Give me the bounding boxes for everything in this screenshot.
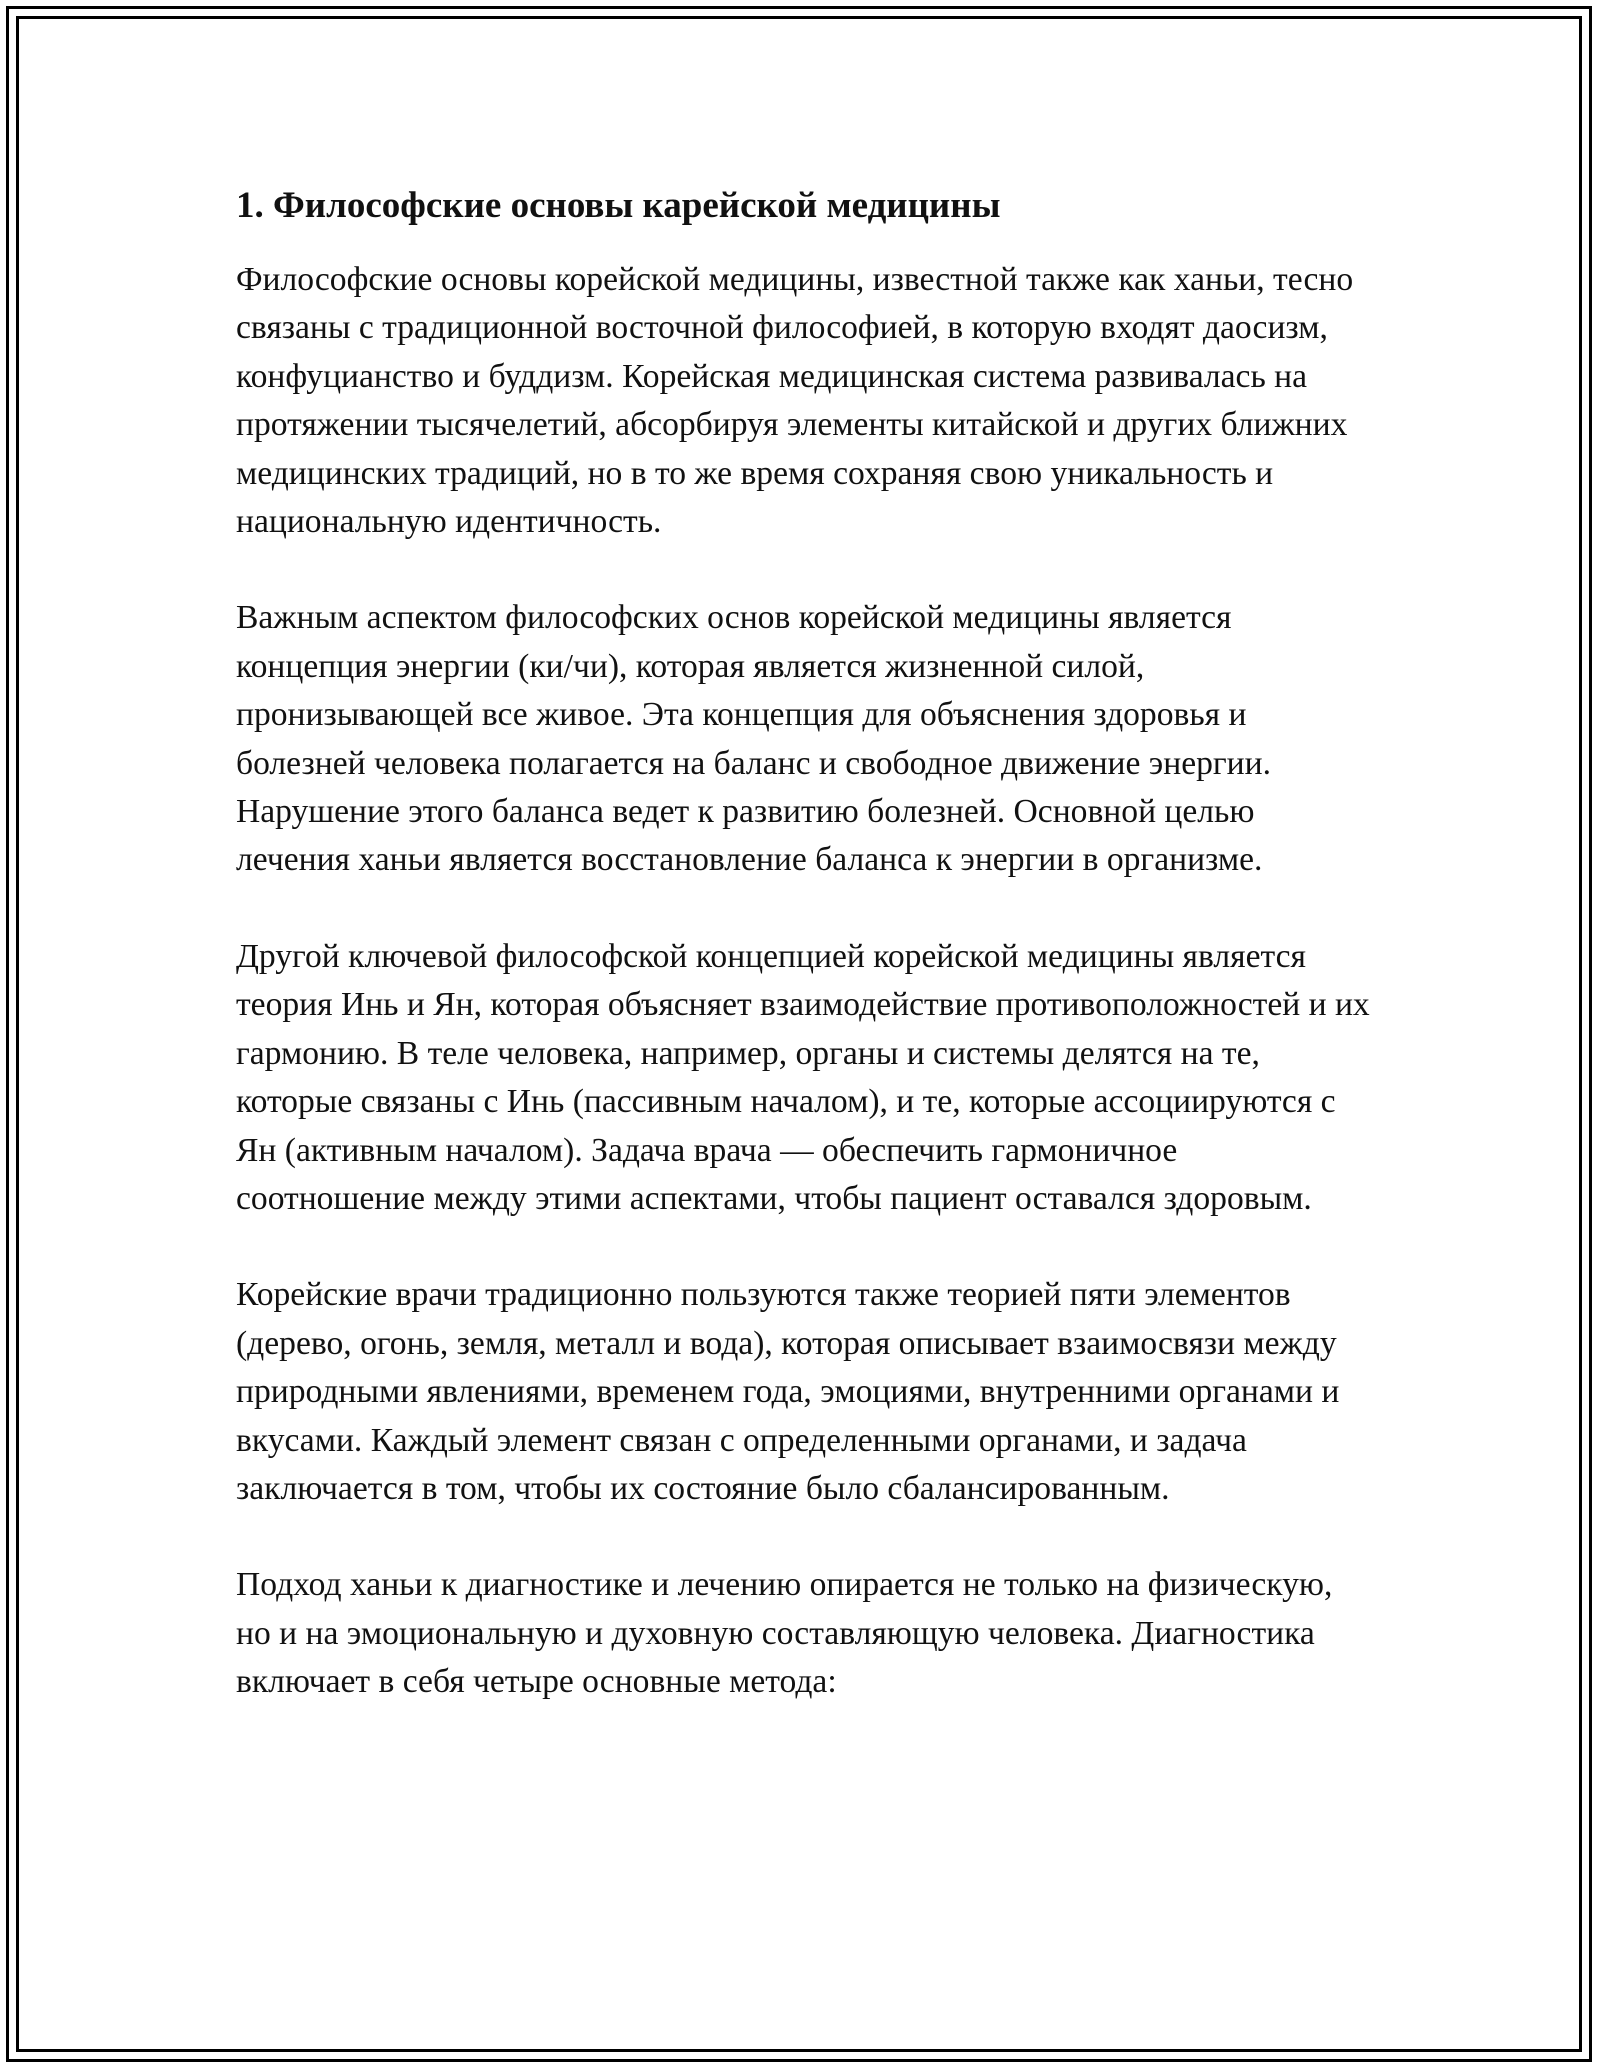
paragraph-2: Важным аспектом философских основ корейской медицины является концепция энергии (ки/чи), которая является жизненной силой, пронизывающей все живое. Эта концепция для объяснения здоровья и болезней человека полагается на баланс и свободное движение энергии. Нарушение этого баланса ведет к развитию болезней. Основной целью лечения ханьи является восстановление баланса к энергии в организме. [236, 599, 1271, 879]
section-heading: 1. Философские основы карейской медицины [236, 185, 1001, 226]
paragraph-4: Корейские врачи традиционно пользуются также теорией пяти элементов (дерево, огонь, земля, металл и вода), которая описывает взаимосвязи между природными явлениями, временем года, эмоциями, внутренними органами и вкусами. Каждый элемент связан с определенными органами, и задача заключается в том, чтобы их состояние было сбалансированным. [236, 1276, 1340, 1507]
paragraph-3: Другой ключевой философской концепцией корейской медицины является теория Инь и Ян, которая объясняет взаимодействие противоположностей и их гармонию. В теле человека, например, органы и системы делятся на те, которые связаны с Инь (пассивным началом), и те, которые ассоциируются с Ян (активным началом). Задача врача — обеспечить гармоничное соотношение между этими аспектами, чтобы пациент оставался здоровым. [236, 937, 1370, 1217]
paragraph-5: Подход ханьи к диагностике и лечению опирается не только на физическую, но и на эмоциональную и духовную составляющую человека. Диагностика включает в себя четыре основные метода: [236, 1566, 1333, 1701]
document-body [236, 183, 1370, 1755]
paragraph-1: Философские основы корейской медицины, известной также как ханьи, тесно связаны с традиционной восточной философией, в которую входят даосизм, конфуцианство и буддизм. Корейская медицинская система развивалась на протяжении тысячелетий, абсорбируя элементы китайской и других ближних медицинских традиций, но в то же время сохраняя свою уникальность и национальную идентичность. [236, 261, 1354, 541]
